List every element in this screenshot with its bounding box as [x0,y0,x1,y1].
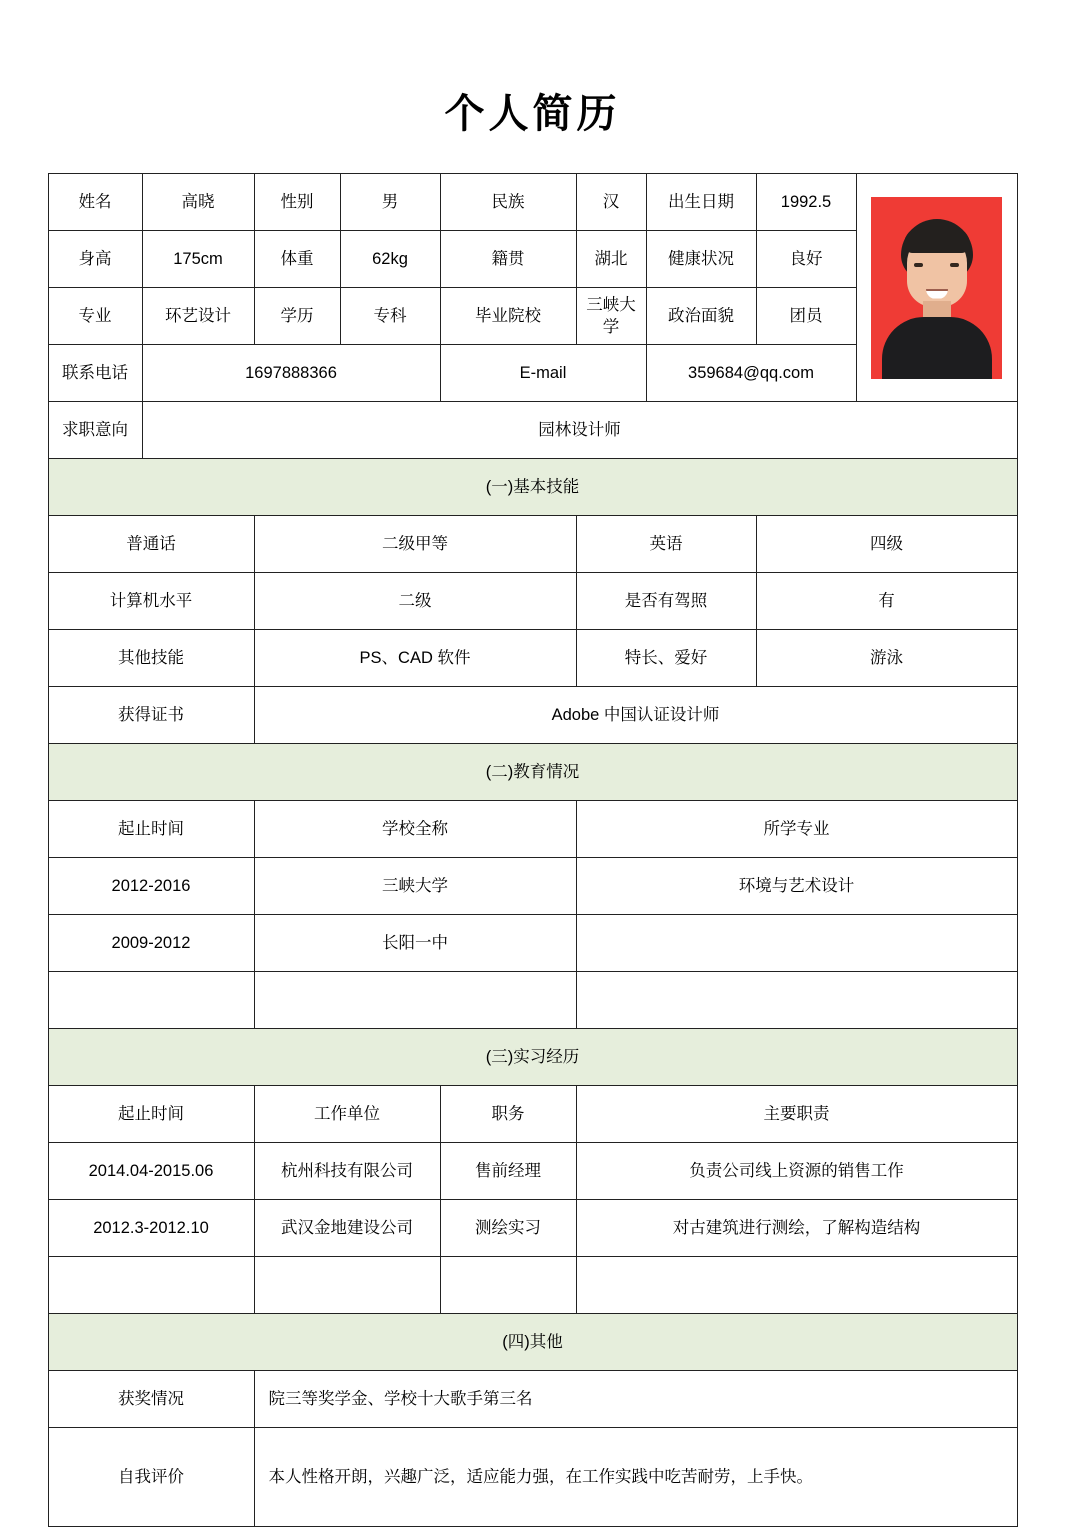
section-education: (二)教育情况 [48,744,1017,801]
table-row [48,1143,1017,1200]
table-row [48,1371,1017,1428]
intern-role: 售前经理 [440,1143,576,1200]
label-school: 毕业院校 [440,288,576,345]
table-row [48,1200,1017,1257]
value-height: 175cm [142,231,254,288]
photo-cell [856,174,1017,402]
edu-header-school: 学校全称 [254,801,576,858]
intern-header-role: 职务 [440,1086,576,1143]
certificate-label: 获得证书 [48,687,254,744]
value-email: 359684@qq.com [646,345,856,402]
edu-major [576,915,1017,972]
award-label: 获奖情况 [48,1371,254,1428]
selfeval-label: 自我评价 [48,1428,254,1527]
edu-major: 环境与艺术设计 [576,858,1017,915]
label-political: 政治面貌 [646,288,756,345]
skill-value-6: 游泳 [756,630,1017,687]
table-row [48,516,1017,573]
label-major: 专业 [48,288,142,345]
skill-value-1: 二级甲等 [254,516,576,573]
value-school: 三峡大学 [576,288,646,345]
label-origin: 籍贯 [440,231,576,288]
section-row [48,1029,1017,1086]
value-weight: 62kg [340,231,440,288]
section-row [48,1314,1017,1371]
intern-role: 测绘实习 [440,1200,576,1257]
skill-label-3: 计算机水平 [48,573,254,630]
label-phone: 联系电话 [48,345,142,402]
value-major: 环艺设计 [142,288,254,345]
avatar [871,197,1002,379]
intern-header-company: 工作单位 [254,1086,440,1143]
intern-duty: 对古建筑进行测绘，了解构造结构 [576,1200,1017,1257]
edu-time [48,972,254,1029]
edu-time: 2012-2016 [48,858,254,915]
edu-header-major: 所学专业 [576,801,1017,858]
label-birth: 出生日期 [646,174,756,231]
selfeval-value: 本人性格开朗，兴趣广泛，适应能力强，在工作实践中吃苦耐劳，上手快。 [254,1428,1017,1527]
skill-label-2: 英语 [576,516,756,573]
skill-label-5: 其他技能 [48,630,254,687]
skill-label-1: 普通话 [48,516,254,573]
table-row [48,1086,1017,1143]
value-phone: 1697888366 [142,345,440,402]
intern-time: 2014.04-2015.06 [48,1143,254,1200]
resume-table [48,173,1018,1527]
intern-company [254,1257,440,1314]
label-name: 姓名 [48,174,142,231]
edu-major [576,972,1017,1029]
edu-school: 长阳一中 [254,915,576,972]
table-row [48,801,1017,858]
skill-value-2: 四级 [756,516,1017,573]
label-ethnicity: 民族 [440,174,576,231]
skill-value-3: 二级 [254,573,576,630]
section-skills: (一)基本技能 [48,459,1017,516]
intern-company: 武汉金地建设公司 [254,1200,440,1257]
intern-header-time: 起止时间 [48,1086,254,1143]
label-email: E-mail [440,345,646,402]
section-row [48,744,1017,801]
value-health: 良好 [756,231,856,288]
table-row [48,573,1017,630]
table-row [48,1257,1017,1314]
value-origin: 湖北 [576,231,646,288]
label-weight: 体重 [254,231,340,288]
edu-school: 三峡大学 [254,858,576,915]
skill-label-6: 特长、爱好 [576,630,756,687]
value-political: 团员 [756,288,856,345]
intern-duty [576,1257,1017,1314]
section-row [48,459,1017,516]
edu-time: 2009-2012 [48,915,254,972]
value-name: 高晓 [142,174,254,231]
intern-header-duty: 主要职责 [576,1086,1017,1143]
value-birth: 1992.5 [756,174,856,231]
section-other: (四)其他 [48,1314,1017,1371]
value-education: 专科 [340,288,440,345]
edu-header-time: 起止时间 [48,801,254,858]
label-health: 健康状况 [646,231,756,288]
resume-page [0,82,1065,1528]
value-ethnicity: 汉 [576,174,646,231]
label-height: 身高 [48,231,142,288]
value-gender: 男 [340,174,440,231]
value-objective: 园林设计师 [142,402,1017,459]
table-row [48,1428,1017,1527]
certificate-value: Adobe 中国认证设计师 [254,687,1017,744]
intern-time [48,1257,254,1314]
award-value: 院三等奖学金、学校十大歌手第三名 [254,1371,1017,1428]
section-internship: (三)实习经历 [48,1029,1017,1086]
label-gender: 性别 [254,174,340,231]
table-row [48,858,1017,915]
table-row [48,402,1017,459]
intern-role [440,1257,576,1314]
intern-time: 2012.3-2012.10 [48,1200,254,1257]
edu-school [254,972,576,1029]
intern-duty: 负责公司线上资源的销售工作 [576,1143,1017,1200]
label-objective: 求职意向 [48,402,142,459]
skill-label-4: 是否有驾照 [576,573,756,630]
table-row [48,687,1017,744]
skill-value-5: PS、CAD 软件 [254,630,576,687]
label-education: 学历 [254,288,340,345]
table-row [48,174,1017,231]
table-row [48,630,1017,687]
table-row [48,915,1017,972]
intern-company: 杭州科技有限公司 [254,1143,440,1200]
table-row [48,972,1017,1029]
page-title: 个人简历 [444,91,621,136]
skill-value-4: 有 [756,573,1017,630]
